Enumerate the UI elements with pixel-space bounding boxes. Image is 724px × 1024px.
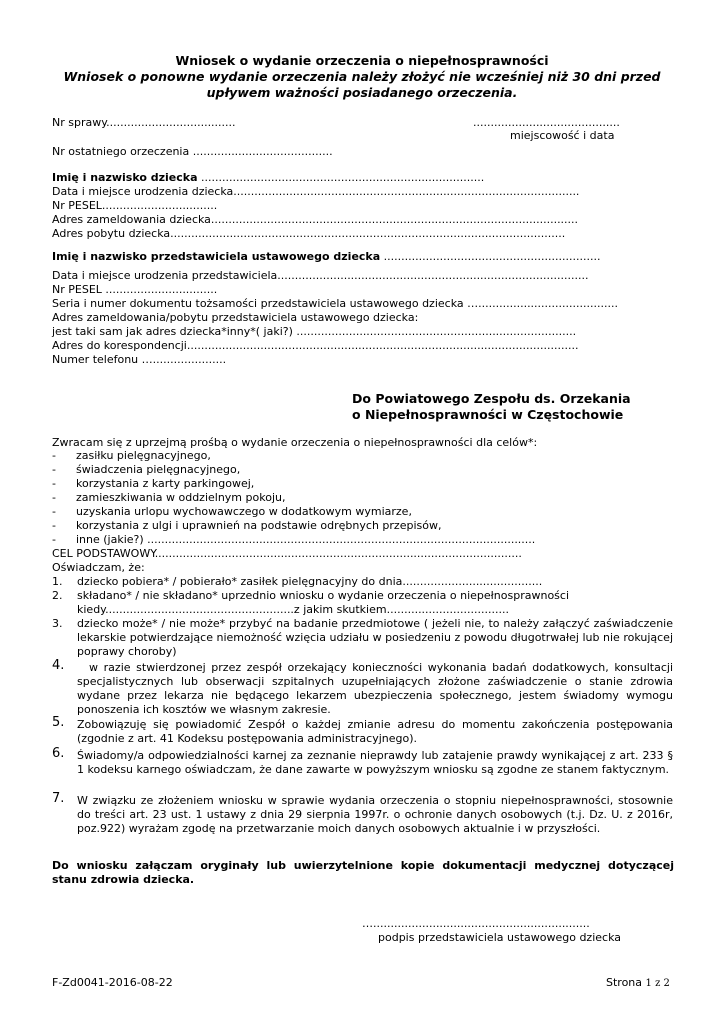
statement-number: 6. (52, 746, 65, 761)
signature-field[interactable]: ….............................................................. (362, 917, 590, 930)
statements-heading: Oświadczam, że: (52, 561, 145, 574)
case-number-field[interactable]: Nr sprawy..................................... (52, 116, 236, 129)
bullet-dash: - (52, 449, 56, 462)
statement-number: 7. (52, 791, 65, 806)
guardian-address-same-field[interactable]: jest taki sam jak adres dziecka*inny*( jaki?) ................................................................................ (52, 325, 577, 338)
child-stay-address-field[interactable]: Adres pobytu dziecka................................................................................................................. (52, 227, 566, 240)
statement-6: Świadomy/a odpowiedzialności karnej za zeznanie nieprawdy lub zatajenie prawdy wynikającej z art. 233 § 1 kodeksu karnego oświadczam, że dane zawarte w powyższym wniosku są zgodne ze stanem faktycznym. (77, 749, 673, 776)
purpose-item[interactable]: zasiłku pielęgnacyjnego, (76, 449, 211, 462)
statement-2-line-1[interactable]: składano* / nie składano* uprzednio wniosku o wydanie orzeczenia o niepełnosprawności (77, 589, 570, 602)
statement-1[interactable]: dziecko pobiera* / pobierało* zasiłek pielęgnacyjny do dnia........................................ (77, 575, 543, 588)
addressee-line-1: Do Powiatowego Zespołu ds. Orzekania (352, 391, 631, 406)
statement-number: 5. (52, 715, 65, 730)
child-pesel-field[interactable]: Nr PESEL................................. (52, 199, 218, 212)
statement-7: W związku ze złożeniem wniosku w sprawie wydania orzeczenia o stopniu niepełnosprawności, stosownie do treści art. 23 ust. 1 ustawy z dnia 29 sierpnia 1997r. o ochronie danych osobowych (t.j. Dz. U. z 2016r, poz.922) wyrażam zgodę na przetwarzanie moich danych osobowych aktualnie i w przyszłości. (77, 794, 673, 835)
statement-number: 4. (52, 658, 65, 673)
child-name-label: Imię i nazwisko dziecka (52, 171, 198, 184)
statement-4: w razie stwierdzonej przez zespół orzekający konieczności wykonania badań dodatkowych, konsultacji specjalistycznych lub obserwacji szpitalnych uzupełniających złożone zaświadczenie o stanie zdrowia wydane przez lekarza nie będącego lekarzem ubezpieczenia społecznego, jestem świadomy wymogu ponoszenia ich kosztów we własnym zakresie. (77, 661, 673, 716)
place-date-label: miejscowość i data (510, 129, 615, 142)
statement-5: Zobowiązuję się powiadomić Zespół o każdej zmianie adresu do momentu zakończenia postępowania (zgodnie z art. 41 Kodeksu postępowania administracyjnego). (77, 718, 673, 745)
purpose-item[interactable]: korzystania z ulgi i uprawnień na podstawie odrębnych przepisów, (76, 519, 442, 532)
place-date-field[interactable]: .......................................... (473, 116, 620, 129)
guardian-birth-field[interactable]: Data i miejsce urodzenia przedstawiciela......................................................................................... (52, 269, 589, 282)
main-purpose-field[interactable]: CEL PODSTAWOWY......................................................................................................... (52, 547, 522, 560)
last-decision-number-field[interactable]: Nr ostatniego orzeczenia ........................................ (52, 145, 333, 158)
guardian-name-label: Imię i nazwisko przedstawiciela ustawowego dziecka (52, 250, 381, 263)
guardian-id-document-field[interactable]: Seria i numer dokumentu tożsamości przedstawiciela ustawowego dziecka …........................................ (52, 297, 618, 310)
guardian-name-field[interactable]: Imię i nazwisko przedstawiciela ustawowego dziecka .............................................................. (52, 250, 601, 263)
document-code: F-Zd0041-2016-08-22 (52, 976, 173, 989)
statement-number: 1. (52, 575, 63, 588)
page-number: 1 z 2 (645, 978, 670, 989)
attachment-note: Do wniosku załączam oryginały lub uwierzytelnione kopie dokumentacji medycznej dotyczącej stanu zdrowia dziecka. (52, 859, 674, 886)
phone-number-field[interactable]: Numer telefonu …..................... (52, 353, 227, 366)
addressee-line-2: o Niepełnosprawności w Częstochowie (352, 407, 624, 422)
statement-number: 3. (52, 617, 63, 630)
subtitle-line-2: upływem ważności posiadanego orzeczenia. (206, 85, 518, 100)
child-name-field[interactable]: Imię i nazwisko dziecka ................................................................................. (52, 171, 485, 184)
child-birth-field[interactable]: Data i miejsce urodzenia dziecka................................................................................................... (52, 185, 580, 198)
statement-3[interactable]: dziecko może* / nie może* przybyć na badanie przedmiotowe ( jeżeli nie, to należy załączyć zaświadczenie lekarskie potwierdzające niemożność wzięcia udziału w posiedzeniu z powodu długotrwałej lub nie rokującej poprawy choroby) (77, 617, 673, 658)
purpose-item[interactable]: korzystania z karty parkingowej, (76, 477, 255, 490)
statement-number: 2. (52, 589, 63, 602)
purpose-item[interactable]: uzyskania urlopu wychowawczego w dodatkowym wymiarze, (76, 505, 412, 518)
page-indicator: Strona 1 z 2 (606, 976, 670, 989)
guardian-address-label: Adres zameldowania/pobytu przedstawiciela ustawowego dziecka: (52, 311, 419, 324)
child-registered-address-field[interactable]: Adres zameldowania dziecka......................................................................................................... (52, 213, 579, 226)
statement-2-line-2[interactable]: kiedy......................................................z jakim skutkiem................................... (77, 603, 509, 616)
signature-label: podpis przedstawiciela ustawowego dziecka (378, 931, 621, 944)
purpose-item[interactable]: świadczenia pielęgnacyjnego, (76, 463, 241, 476)
correspondence-address-field[interactable]: Adres do korespondencji................................................................................................................ (52, 339, 579, 352)
page-title: Wniosek o wydanie orzeczenia o niepełnosprawności (175, 53, 549, 68)
purpose-other-field[interactable]: inne (jakie?) ............................................................................................................... (76, 533, 536, 546)
purpose-item[interactable]: zamieszkiwania w oddzielnym pokoju, (76, 491, 286, 504)
document-page: Wniosek o wydanie orzeczenia o niepełnosprawności Wniosek o ponowne wydanie orzeczenia należy złożyć nie wcześniej niż 30 dni przed upływem ważności posiadanego orzeczenia. Nr sprawy..................................... .......................................... miejscowość i data Nr ostatniego orzeczenia ........................................ Imię i nazwisko dziecka ................................................................................. Data i miejsce urodzenia dziecka................................................................................................... Nr PESEL................................. Adres zameldowania dziecka......................................................................................................... Adres pobytu dziecka................................................................................................................. Imię i nazwisko przedstawiciela ustawowego dziecka .............................................................. Data i miejsce urodzenia przedstawiciela......................................................................................... Nr PESEL ................................ Seria i numer dokumentu tożsamości przedstawiciela ustawowego dziecka …........................................ Adres zameldowania/pobytu przedstawiciela ustawowego dziecka: jest taki sam jak adres dziecka*inny*( jaki?) ................................................................................ Adres do korespondencji................................................................................................................ Numer telefonu …..................... Do Powiatowego Zespołu ds. Orzekania o Niepełnosprawności w Częstochowie Zwracam się z uprzejmą prośbą o wydanie orzeczenia o niepełnosprawności dla celów*: - zasiłku pielęgnacyjnego, - świadczenia pielęgnacyjnego, - korzystania z karty parkingowej, - zamieszkiwania w oddzielnym pokoju, - uzyskania urlopu wychowawczego w dodatkowym wymiarze, - korzystania z ulgi i uprawnień na podstawie odrębnych przepisów, - inne (jakie?) ............................................................................................................... CEL PODSTAWOWY......................................................................................................... Oświadczam, że: 1. dziecko pobiera* / pobierało* zasiłek pielęgnacyjny do dnia........................................ 2. składano* / nie składano* uprzednio wniosku o wydanie orzeczenia o niepełnosprawności kiedy......................................................z jakim skutkiem................................... 3. dziecko może* / nie może* przybyć na badanie przedmiotowe ( jeżeli nie, to należy załączyć zaświadczenie lekarskie potwierdzające niemożność wzięcia udziału w posiedzeniu z powodu długotrwałej lub nie rokującej poprawy choroby) 4. w razie stwierdzonej przez zespół orzekający konieczności wykonania badań dodatkowych, konsultacji specjalistycznych lub obserwacji szpitalnych uzupełniających złożone zaświadczenie o stanie zdrowia wydane przez lekarza nie będącego lekarzem ubezpieczenia społecznego, jestem świadomy wymogu ponoszenia ich kosztów we własnym zakresie. 5. Zobowiązuję się powiadomić Zespół o każdej zmianie adresu do momentu zakończenia postępowania (zgodnie z art. 41 Kodeksu postępowania administracyjnego). 6. Świadomy/a odpowiedzialności karnej za zeznanie nieprawdy lub zatajenie prawdy wynikającej z art. 233 § 1 kodeksu karnego oświadczam, że dane zawarte w powyższym wniosku są zgodne ze stanem faktycznym. 7. W związku ze złożeniem wniosku w sprawie wydania orzeczenia o stopniu niepełnosprawności, stosownie do treści art. 23 ust. 1 ustawy z dnia 29 sierpnia 1997r. o ochronie danych osobowych (t.j. Dz. U. z 2016r, poz.922) wyrażam zgodę na przetwarzanie moich danych osobowych aktualnie i w przyszłości. Do wniosku załączam oryginały lub uwierzytelnione kopie dokumentacji medycznej dotyczącej stanu zdrowia dziecka. ….............................................................. podpis przedstawiciela ustawowego dziecka F-Zd0041-2016-08-22 Strona 1 z 2 (0, 0, 724, 1024)
request-intro: Zwracam się z uprzejmą prośbą o wydanie orzeczenia o niepełnosprawności dla celów*: (52, 436, 538, 449)
guardian-pesel-field[interactable]: Nr PESEL ................................ (52, 283, 218, 296)
subtitle-line-1: Wniosek o ponowne wydanie orzeczenia należy złożyć nie wcześniej niż 30 dni przed (63, 69, 661, 84)
